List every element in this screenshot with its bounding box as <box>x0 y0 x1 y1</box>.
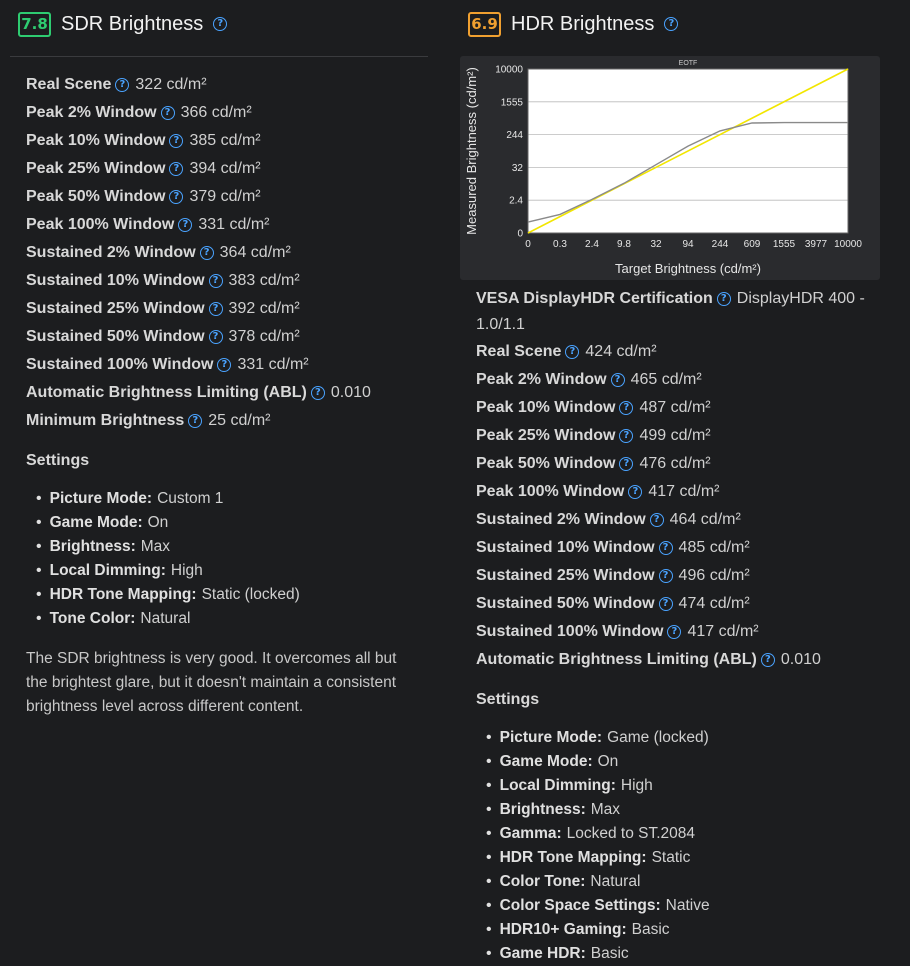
eotf-chart-svg <box>460 56 880 280</box>
list-item <box>486 918 910 942</box>
metric-row <box>476 590 910 618</box>
setting-label: • Tone Color: <box>49 610 136 627</box>
hdr-settings-list <box>450 726 910 966</box>
help-icon[interactable]: ? <box>565 345 579 359</box>
metric-label: Minimum Brightness <box>26 412 185 429</box>
list-item <box>36 535 440 559</box>
sdr-score-badge: 7.8 <box>18 12 51 37</box>
setting-value: Natural <box>140 610 191 627</box>
help-icon[interactable]: ? <box>213 17 227 31</box>
help-icon[interactable]: ? <box>628 485 642 499</box>
metric-label: Sustained 2% Window <box>476 511 646 528</box>
metric-value: 379 cd/m² <box>189 188 261 205</box>
metric-row <box>26 323 440 351</box>
metric-value: 392 cd/m² <box>228 300 300 317</box>
metric-value: 474 cd/m² <box>678 595 750 612</box>
list-item <box>486 774 910 798</box>
eotf-chart <box>460 56 880 280</box>
hdr-header <box>450 0 910 48</box>
y-tick-label: 10000 <box>495 64 523 76</box>
setting-value: High <box>170 562 203 579</box>
metric-row <box>26 351 440 379</box>
chart-title: EOTF <box>678 60 698 67</box>
metric-row <box>476 338 910 366</box>
setting-value: Static (locked) <box>201 586 300 603</box>
help-icon[interactable]: ? <box>115 78 129 92</box>
metric-label: Peak 10% Window <box>26 132 166 149</box>
hdr-settings-title: Settings <box>476 691 540 708</box>
metric-value: 499 cd/m² <box>639 427 711 444</box>
help-icon[interactable]: ? <box>650 513 664 527</box>
cert-label: VESA DisplayHDR Certification <box>476 290 713 307</box>
metric-row <box>476 478 910 506</box>
hdr-section <box>450 0 910 966</box>
metric-label: Sustained 100% Window <box>26 356 214 373</box>
x-tick-label: 2.4 <box>585 239 599 250</box>
help-icon[interactable]: ? <box>619 401 633 415</box>
metric-label: Sustained 2% Window <box>26 244 196 261</box>
x-tick-label: 3977 <box>804 239 828 250</box>
help-icon[interactable]: ? <box>209 302 223 316</box>
setting-label: • Game Mode: <box>499 753 593 770</box>
metric-row <box>476 506 910 534</box>
setting-label: • Picture Mode: <box>499 729 603 746</box>
metric-row <box>26 267 440 295</box>
metric-value: 487 cd/m² <box>639 399 711 416</box>
help-icon[interactable]: ? <box>659 597 673 611</box>
metric-label: Sustained 50% Window <box>476 595 655 612</box>
metric-value: 378 cd/m² <box>228 328 300 345</box>
metric-row <box>26 379 440 407</box>
help-icon[interactable]: ? <box>217 358 231 372</box>
x-tick-label: 32 <box>650 239 662 250</box>
list-item <box>486 750 910 774</box>
setting-label: • Brightness: <box>499 801 586 818</box>
metric-value: 476 cd/m² <box>639 455 711 472</box>
metric-row <box>26 99 440 127</box>
setting-label: • Local Dimming: <box>49 562 166 579</box>
setting-value: High <box>620 777 653 794</box>
setting-value: Game (locked) <box>607 729 709 746</box>
help-icon[interactable]: ? <box>209 274 223 288</box>
cert-value: DisplayHDR 400 - 1.0/1.1 <box>476 290 865 333</box>
list-item <box>486 942 910 966</box>
help-icon[interactable]: ? <box>178 218 192 232</box>
setting-value: On <box>597 753 619 770</box>
metric-row <box>26 183 440 211</box>
metric-row <box>26 127 440 155</box>
metric-label: Real Scene <box>26 76 112 93</box>
metric-label: Peak 50% Window <box>476 455 616 472</box>
metric-label: Peak 100% Window <box>26 216 175 233</box>
x-tick-label: 244 <box>711 239 729 250</box>
list-item <box>36 583 440 607</box>
metric-value: 331 cd/m² <box>198 216 270 233</box>
help-icon[interactable]: ? <box>161 106 175 120</box>
metric-row <box>476 618 910 646</box>
help-icon[interactable]: ? <box>619 429 633 443</box>
setting-label: • HDR Tone Mapping: <box>499 849 647 866</box>
help-icon[interactable]: ? <box>619 457 633 471</box>
setting-value: On <box>147 514 169 531</box>
help-icon[interactable]: ? <box>717 292 731 306</box>
metric-label: Sustained 50% Window <box>26 328 205 345</box>
metric-row <box>476 422 910 450</box>
metric-row <box>26 239 440 267</box>
metric-label: Peak 2% Window <box>476 371 607 388</box>
metric-label: Real Scene <box>476 343 562 360</box>
list-item <box>36 607 440 631</box>
list-item <box>486 846 910 870</box>
metric-value: 496 cd/m² <box>678 567 750 584</box>
y-tick-label: 2.4 <box>509 195 523 207</box>
sdr-settings-title: Settings <box>26 452 90 469</box>
setting-label: • Game HDR: <box>499 945 586 962</box>
metric-value: 417 cd/m² <box>687 623 759 640</box>
list-item <box>486 894 910 918</box>
setting-value: Native <box>665 897 710 914</box>
list-item <box>36 559 440 583</box>
x-tick-label: 0.3 <box>553 239 567 250</box>
x-tick-label: 609 <box>743 239 761 250</box>
metric-label: Sustained 10% Window <box>26 272 205 289</box>
metric-value: 383 cd/m² <box>228 272 300 289</box>
setting-value: Locked to ST.2084 <box>566 825 696 842</box>
setting-label: • Picture Mode: <box>49 490 153 507</box>
metric-value: 424 cd/m² <box>585 343 657 360</box>
hdr-score-badge: 6.9 <box>468 12 501 37</box>
metric-label: Peak 2% Window <box>26 104 157 121</box>
list-item <box>486 726 910 750</box>
metric-label: Sustained 25% Window <box>476 567 655 584</box>
metric-row <box>476 646 910 674</box>
y-tick-label: 244 <box>506 130 523 142</box>
help-icon[interactable]: ? <box>667 625 681 639</box>
metric-value: 394 cd/m² <box>189 160 261 177</box>
metric-row <box>476 450 910 478</box>
metric-value: 366 cd/m² <box>180 104 252 121</box>
setting-value: Basic <box>590 945 629 962</box>
metric-label: Peak 100% Window <box>476 483 625 500</box>
metric-label: Peak 10% Window <box>476 399 616 416</box>
help-icon[interactable]: ? <box>659 569 673 583</box>
x-tick-label: 0 <box>525 239 531 250</box>
help-icon[interactable]: ? <box>611 373 625 387</box>
setting-value: Max <box>140 538 171 555</box>
help-icon[interactable]: ? <box>659 541 673 555</box>
metric-label: Peak 25% Window <box>476 427 616 444</box>
metric-value: 364 cd/m² <box>219 244 291 261</box>
metric-label: Peak 50% Window <box>26 188 166 205</box>
metric-row <box>476 366 910 394</box>
help-icon[interactable]: ? <box>209 330 223 344</box>
y-tick-label: 1555 <box>500 97 523 109</box>
list-item <box>486 798 910 822</box>
y-tick-label: 32 <box>511 162 523 174</box>
metric-label: Automatic Brightness Limiting (ABL) <box>476 651 757 668</box>
metric-row <box>26 71 440 99</box>
metric-label: Sustained 25% Window <box>26 300 205 317</box>
setting-value: Basic <box>631 921 670 938</box>
setting-value: Max <box>590 801 621 818</box>
metric-label: Sustained 10% Window <box>476 539 655 556</box>
metric-value: 465 cd/m² <box>630 371 702 388</box>
list-item <box>36 487 440 511</box>
metric-row <box>26 295 440 323</box>
help-icon[interactable]: ? <box>761 653 775 667</box>
metric-value: 0.010 <box>330 384 371 401</box>
y-tick-label: 0 <box>517 228 523 240</box>
sdr-metrics <box>0 71 440 435</box>
metric-row <box>476 534 910 562</box>
metric-value: 417 cd/m² <box>648 483 720 500</box>
sdr-header <box>0 0 440 48</box>
setting-value: Custom 1 <box>157 490 224 507</box>
setting-label: • Color Tone: <box>499 873 586 890</box>
metric-value: 385 cd/m² <box>189 132 261 149</box>
hdr-metrics <box>450 338 910 674</box>
help-icon[interactable]: ? <box>664 17 678 31</box>
help-icon[interactable]: ? <box>169 162 183 176</box>
sdr-description: The SDR brightness is very good. It overcomes all but the brightest glare, but it doesn't maintain a consistent brightness level across different content. <box>26 650 397 715</box>
setting-value: Natural <box>590 873 641 890</box>
metric-value: 331 cd/m² <box>237 356 309 373</box>
metric-row <box>26 155 440 183</box>
sdr-divider <box>10 56 428 57</box>
metric-row <box>476 562 910 590</box>
setting-label: • HDR10+ Gaming: <box>499 921 627 938</box>
help-icon[interactable]: ? <box>169 190 183 204</box>
help-icon[interactable]: ? <box>188 414 202 428</box>
metric-row <box>26 407 440 435</box>
metric-label: Peak 25% Window <box>26 160 166 177</box>
metric-label: Automatic Brightness Limiting (ABL) <box>26 384 307 401</box>
setting-label: • Color Space Settings: <box>499 897 661 914</box>
sdr-section <box>0 0 440 719</box>
metric-value: 485 cd/m² <box>678 539 750 556</box>
help-icon[interactable]: ? <box>169 134 183 148</box>
setting-label: • Gamma: <box>499 825 562 842</box>
metric-row <box>476 394 910 422</box>
metric-label: Sustained 100% Window <box>476 623 664 640</box>
sdr-settings-list <box>0 487 440 631</box>
list-item <box>486 822 910 846</box>
hdr-title: HDR Brightness <box>511 12 655 35</box>
help-icon[interactable]: ? <box>200 246 214 260</box>
help-icon[interactable]: ? <box>311 386 325 400</box>
metric-value: 25 cd/m² <box>208 412 271 429</box>
setting-label: • Brightness: <box>49 538 136 555</box>
sdr-title: SDR Brightness <box>61 12 204 35</box>
list-item <box>486 870 910 894</box>
x-tick-label: 94 <box>682 239 694 250</box>
metric-value: 464 cd/m² <box>669 511 741 528</box>
setting-label: • HDR Tone Mapping: <box>49 586 197 603</box>
list-item <box>36 511 440 535</box>
metric-row <box>26 211 440 239</box>
x-tick-label: 10000 <box>834 239 862 250</box>
setting-label: • Local Dimming: <box>499 777 616 794</box>
metric-value: 0.010 <box>780 651 821 668</box>
x-axis-label: Target Brightness (cd/m²) <box>615 261 761 276</box>
y-axis-label: Measured Brightness (cd/m²) <box>464 67 479 235</box>
x-tick-label: 1555 <box>772 239 796 250</box>
hdr-certification <box>450 286 910 338</box>
metric-value: 322 cd/m² <box>135 76 207 93</box>
setting-label: • Game Mode: <box>49 514 143 531</box>
setting-value: Static <box>651 849 691 866</box>
x-tick-label: 9.8 <box>617 239 631 250</box>
